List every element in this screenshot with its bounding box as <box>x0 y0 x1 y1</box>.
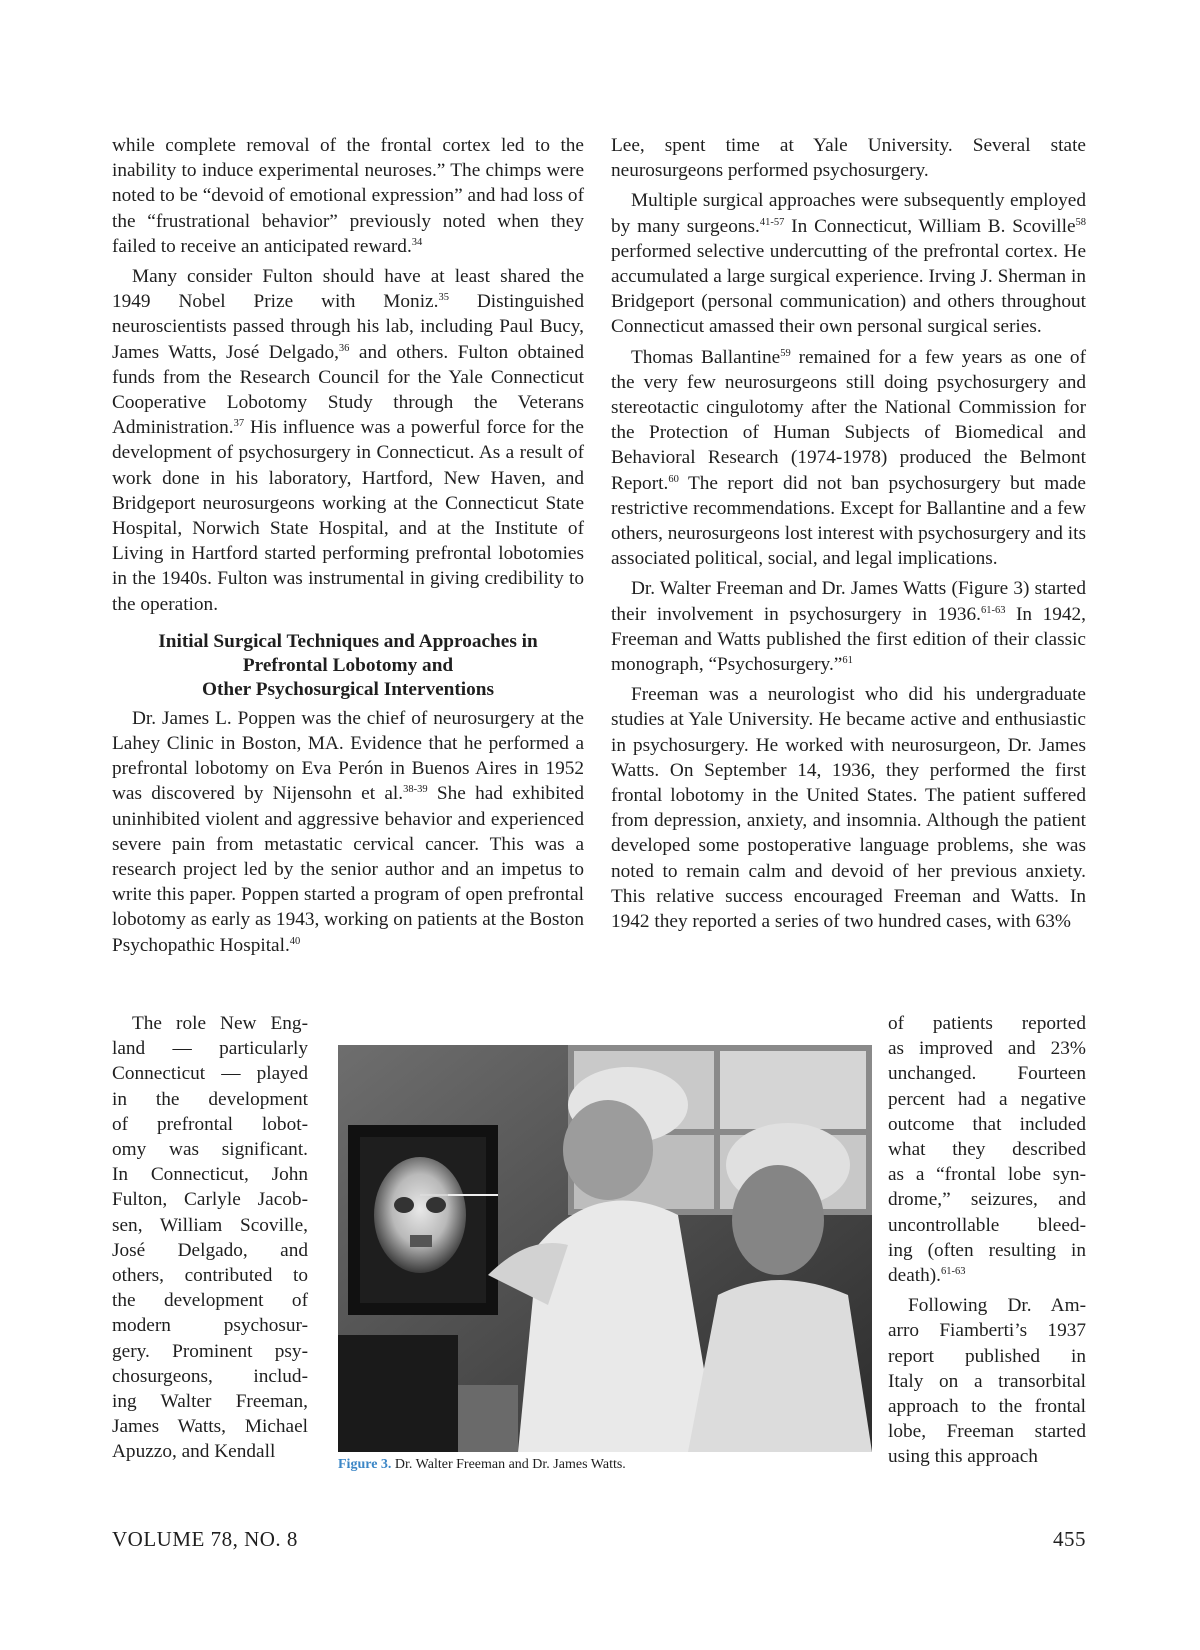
text-line: unchanged. Fourteen <box>888 1063 1086 1085</box>
reference-superscript: 40 <box>289 935 301 947</box>
paragraph <box>888 1011 1086 1288</box>
text-line: The role New Eng- <box>132 1013 308 1034</box>
text-line: as improved and 23% <box>888 1038 1086 1060</box>
text-line: drome,” seizures, and <box>888 1189 1086 1211</box>
figure-caption: Figure 3. Dr. Walter Freeman and Dr. James Watts. <box>338 1457 626 1472</box>
text-line: In Connecticut, John <box>112 1164 308 1186</box>
reference-superscript: 34 <box>411 236 423 248</box>
text-line: ing (often resulting in <box>888 1239 1086 1261</box>
text-line: Following Dr. Am- <box>908 1295 1086 1317</box>
text-line: ing Walter Freeman, <box>112 1391 308 1413</box>
left-column <box>112 133 584 958</box>
reference-superscript: 35 <box>438 292 449 304</box>
text-line: in the development <box>112 1088 308 1110</box>
paragraph <box>112 1011 308 1465</box>
text-line: of prefrontal lobot- <box>112 1113 308 1135</box>
figure-photo <box>338 1045 872 1452</box>
paragraph: while complete removal of the frontal cortex led to the inability to induce experimental neuroses.” The chimps were noted to be “devoid of emotional expression” and had loss of the “frustrational behavior” previously noted when they failed to receive an anticipated reward.$^{34}$ <box>112 135 584 257</box>
text-line: Italy on a transorbital <box>888 1370 1086 1392</box>
paragraph: Dr. Walter Freeman and Dr. James Watts (Figure 3) started their involvement in psychosurgery in 1936.$^{61-63}$ In 1942, Freeman and Watts published the first edition of their classic monograph, “Psychosurgery.”$^{61}$ <box>611 578 1086 676</box>
paragraph: Multiple surgical approaches were subsequently employed by many surgeons.$^{41-57}$ In Connecticut, William B. Scoville$^{58}$ performed selective undercutting of the prefrontal cortex. He accumulated a large surgical experience. Irving J. Sherman in Bridgeport (personal communication) and others throughout Connecticut amassed their own personal surgical series. <box>611 190 1087 338</box>
text-line: James Watts, Michael <box>112 1416 308 1438</box>
text-line: the development of <box>112 1290 308 1312</box>
reference-superscript: 58 <box>1075 216 1087 228</box>
text-line: using this approach <box>888 1446 1038 1468</box>
right-wrap-text <box>888 1011 1086 1470</box>
text-line: gery. Prominent psy- <box>112 1340 308 1362</box>
reference-superscript: 59 <box>780 347 791 359</box>
paragraph: Lee, spent time at Yale University. Several state neurosurgeons performed psychosurgery. <box>611 135 1086 182</box>
reference-superscript: 37 <box>233 418 245 430</box>
text-line: as a “frontal lobe syn- <box>888 1164 1086 1186</box>
figure-label: Figure 3. <box>338 1457 392 1472</box>
text-line: Apuzzo, and Kendall <box>112 1441 276 1463</box>
text-line: of patients reported <box>888 1013 1086 1034</box>
left-wrap-text <box>112 1011 308 1465</box>
text-line: report published in <box>888 1345 1086 1367</box>
text-line: sen, William Scoville, <box>112 1214 308 1236</box>
paragraph: Dr. James L. Poppen was the chief of neurosurgery at the Lahey Clinic in Boston, MA. Evidence that he performed a prefrontal lobotomy on Eva Perón in Buenos Aires in 1952 was discovered by Nijensohn et al.$^{38-39}$ She had exhibited uninhibited violent and aggressive behavior and experienced severe pain from metastatic cervical cancer. This was a research project led by the senior author and an impetus to write this paper. Poppen started a program of open prefrontal lobotomy as early as 1943, working on patients at the Boston Psychopathic Hospital.$^{40}$ <box>112 707 584 956</box>
text-line: José Delgado, and <box>112 1239 308 1261</box>
reference-superscript: 38-39 <box>403 784 428 796</box>
paragraph: Thomas Ballantine$^{59}$ remained for a few years as one of the very few neurosurgeons still doing psychosurgery and stereotactic cingulotomy after the National Commission for the Protection of Human Subjects of Biomedical and Behavioral Research (1974-1978) produced the Belmont Report.$^{60}$ The report did not ban psychosurgery but made restrictive recommendations. Except for Ballantine and a few others, neurosurgeons lost interest with psychosurgery and its associated political, social, and legal implications. <box>611 346 1086 570</box>
text-line: modern psychosur- <box>112 1315 308 1337</box>
text-line: omy was significant. <box>112 1139 308 1161</box>
text-line: percent had a negative <box>888 1088 1086 1110</box>
text-line: Connecticut — played <box>112 1063 308 1085</box>
text-line: what they described <box>888 1139 1086 1161</box>
reference-superscript: 60 <box>668 473 679 485</box>
text-line: others, contributed to <box>112 1265 308 1287</box>
surgeons-xray-photo-icon <box>338 1045 872 1452</box>
text-line: death).$^{61-63}$ <box>888 1265 966 1287</box>
text-line: arro Fiamberti’s 1937 <box>888 1320 1086 1342</box>
text-line: lobe, Freeman started <box>888 1421 1086 1443</box>
section-heading: Initial Surgical Techniques and Approaches in Prefrontal Lobotomy and Other Psychosurgical Interventions <box>158 630 538 700</box>
text-line: approach to the frontal <box>888 1396 1086 1418</box>
reference-superscript: 61-63 <box>941 1266 966 1278</box>
paragraph <box>888 1293 1086 1469</box>
paragraph: Many consider Fulton should have at least shared the 1949 Nobel Prize with Moniz.$^{35}$ Distinguished neuroscientists passed through his lab, including Paul Bucy, James Watts, José Delgado,$^{36}$ and others. Fulton obtained funds from the Research Council for the Yale Connecticut Cooperative Lobotomy Study through the Veterans Administration.$^{37}$ His influence was a powerful force for the development of psychosurgery in Connecticut. As a result of work done in his laboratory, Hartford, New Haven, and Bridgeport neurosurgeons working at the Connecticut State Hospital, Norwich State Hospital, and at the Institute of Living in Hartford started performing prefrontal lobotomies in the 1940s. Fulton was instrumental in giving credibility to the operation. <box>112 266 584 615</box>
text-line: land — particularly <box>112 1038 308 1060</box>
right-column <box>611 133 1086 934</box>
reference-superscript: 36 <box>338 342 350 354</box>
text-line: Fulton, Carlyle Jacob- <box>112 1189 308 1211</box>
text-line: chosurgeons, includ- <box>112 1365 308 1387</box>
paragraph: Freeman was a neurologist who did his undergraduate studies at Yale University. He became active and enthusiastic in psychosurgery. He worked with neurosurgeon, Dr. James Watts. On September 14, 1936, they performed the first frontal lobotomy in the United States. The patient suffered from depression, anxiety, and insomnia. Although the patient developed some postoperative language problems, she was noted to remain calm and devoid of her previous anxiety. This relative success encouraged Freeman and Watts. In 1942 they reported a series of two hundred cases, with 63% <box>611 684 1086 933</box>
journal-volume: VOLUME 78, NO. 8 <box>112 1527 298 1551</box>
reference-superscript: 61 <box>842 655 853 667</box>
page-number: 455 <box>1053 1527 1086 1551</box>
reference-superscript: 61-63 <box>980 604 1006 616</box>
text-line: uncontrollable bleed- <box>888 1214 1086 1236</box>
text-line: outcome that included <box>888 1113 1086 1135</box>
reference-superscript: 41-57 <box>759 216 785 228</box>
